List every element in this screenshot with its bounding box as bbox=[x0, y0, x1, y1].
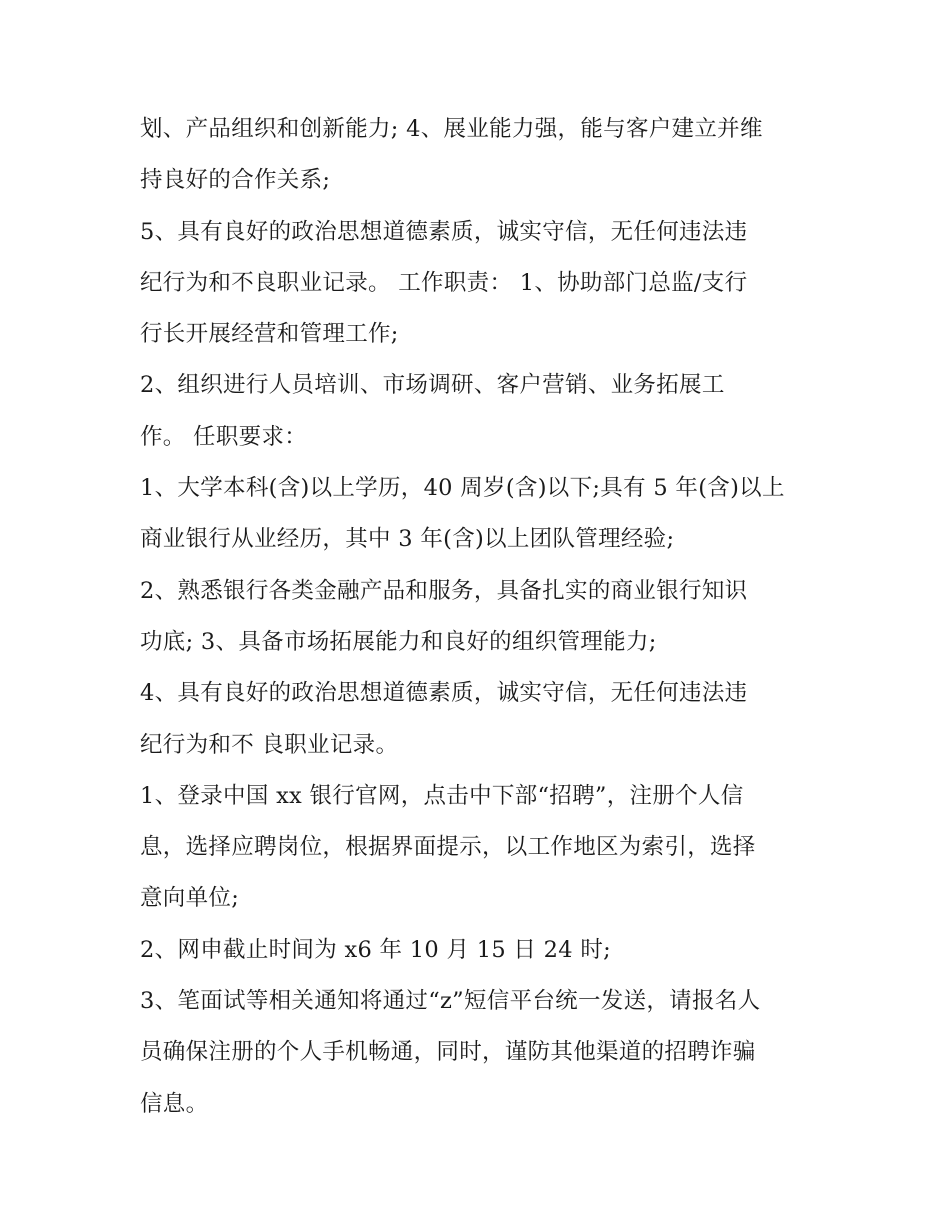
text-line: 行长开展经营和管理工作; bbox=[140, 321, 399, 348]
text-line: 作。 任职要求： bbox=[140, 423, 308, 450]
document-body bbox=[140, 104, 820, 1130]
text-line: 意向单位; bbox=[140, 885, 240, 912]
text-line: 4、具有良好的政治思想道德素质，诚实守信，无任何违法违 bbox=[140, 680, 748, 707]
text-line: 2、熟悉银行各类金融产品和服务，具备扎实的商业银行知识 bbox=[140, 577, 748, 604]
text-line: 纪行为和不良职业记录。 工作职责： 1、协助部门总监/支行 bbox=[140, 269, 748, 296]
text-line: 功底; 3、具备市场拓展能力和良好的组织管理能力; bbox=[140, 628, 657, 655]
text-line: 员确保注册的个人手机畅通，同时，谨防其他渠道的招聘诈骗 bbox=[140, 1039, 756, 1066]
text-line: 2、网申截止时间为 x6 年 10 月 15 日 24 时; bbox=[140, 936, 612, 963]
text-line: 5、具有良好的政治思想道德素质，诚实守信，无任何违法违 bbox=[140, 218, 748, 245]
text-line: 商业银行从业经历，其中 3 年(含)以上团队管理经验; bbox=[140, 526, 675, 553]
text-line: 划、产品组织和创新能力; 4、展业能力强，能与客户建立并维 bbox=[140, 116, 763, 142]
text-line: 1、大学本科(含)以上学历，40 周岁(含)以下;具有 5 年(含)以上 bbox=[140, 475, 785, 502]
text-line: 2、组织进行人员培训、市场调研、客户营销、业务拓展工 bbox=[140, 372, 725, 399]
text-line: 持良好的合作关系; bbox=[140, 167, 331, 194]
text-line: 息，选择应聘岗位，根据界面提示，以工作地区为索引，选择 bbox=[140, 834, 756, 861]
text-line: 3、笔面试等相关通知将通过“z”短信平台统一发送，请报名人 bbox=[140, 988, 761, 1015]
text-line: 纪行为和不 良职业记录。 bbox=[140, 731, 399, 758]
text-line: 信息。 bbox=[140, 1090, 209, 1117]
text-line: 1、登录中国 xx 银行官网，点击中下部“招聘”，注册个人信 bbox=[140, 782, 744, 809]
